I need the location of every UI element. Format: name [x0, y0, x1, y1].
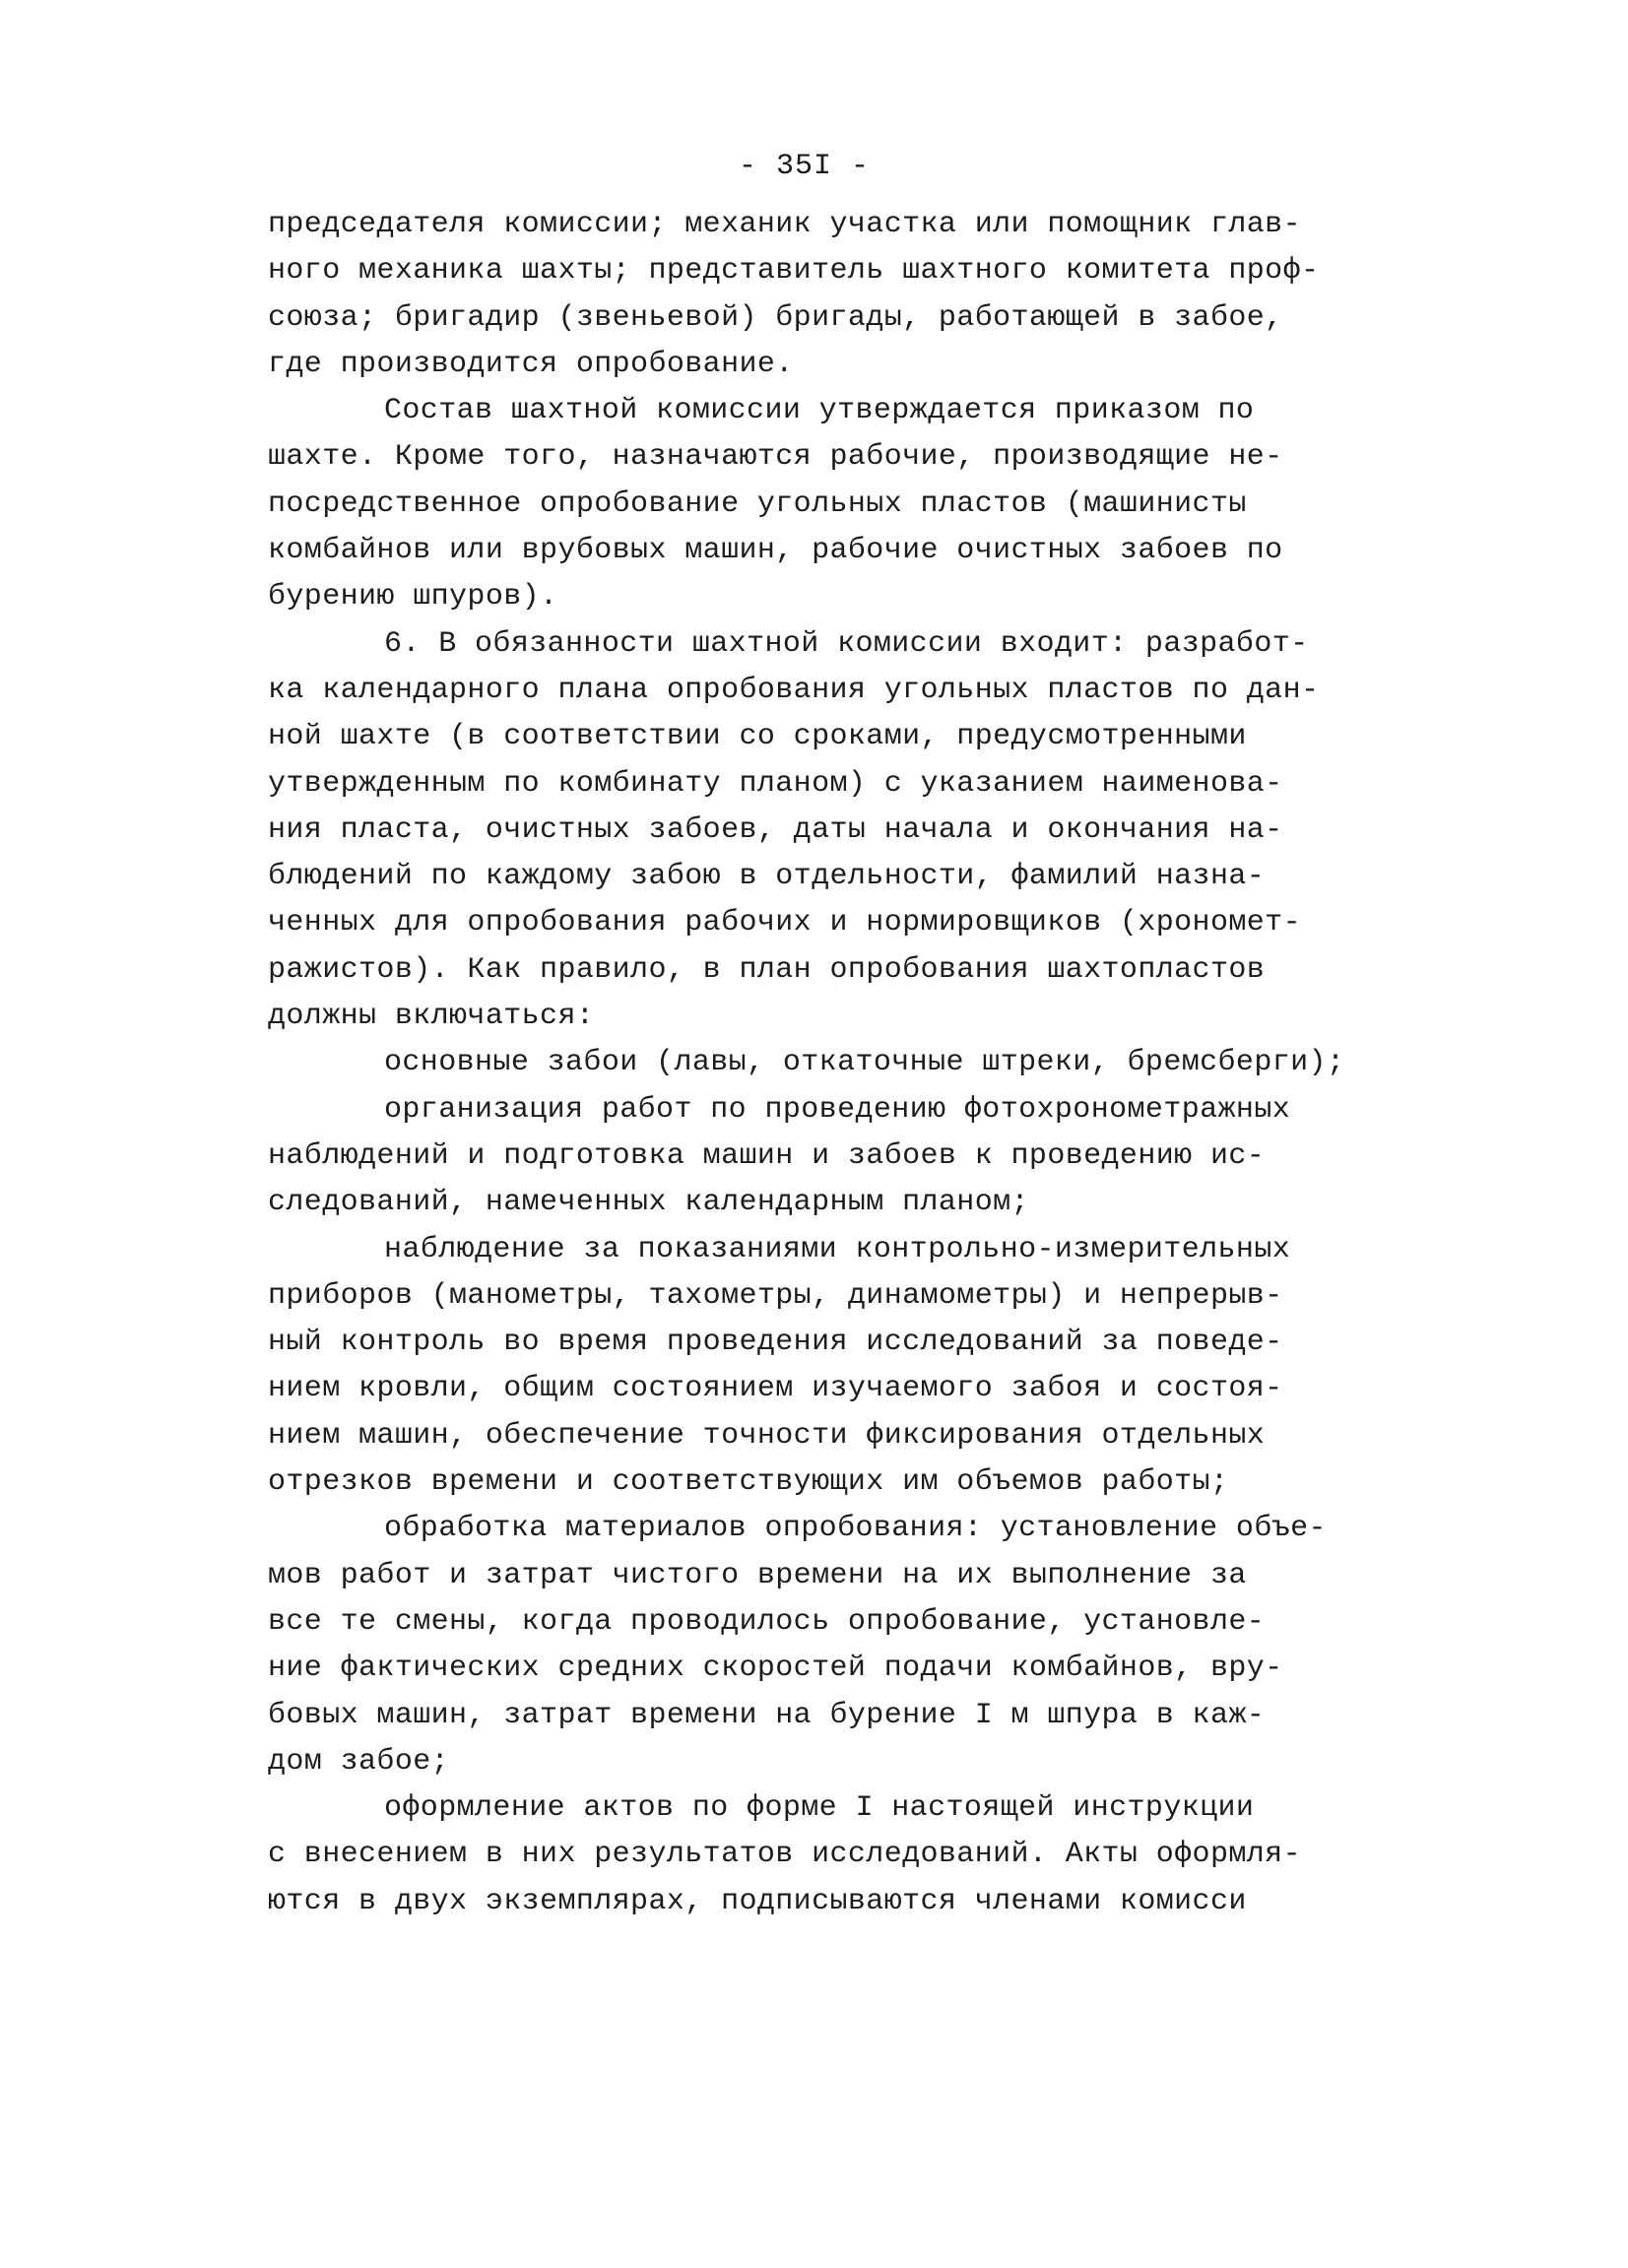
body-text: [268, 202, 1371, 1925]
text-line: ный контроль во время проведения исследований за поведе-: [268, 1326, 1283, 1360]
text-line: Состав шахтной комиссии утверждается приказом по: [384, 394, 1255, 428]
text-line: ние фактических средних скоростей подачи комбайнов, вру-: [268, 1652, 1283, 1686]
text-line: следований, намеченных календарным планом;: [268, 1186, 1029, 1220]
text-line: комбайнов или врубовых машин, рабочие очистных забоев по: [268, 534, 1283, 568]
text-line: организация работ по проведению фотохронометражных: [384, 1092, 1291, 1127]
text-line: оформление актов по форме I настоящей инструкции: [384, 1791, 1255, 1826]
text-line: ния пласта, очистных забоев, даты начала и окончания на-: [268, 812, 1283, 847]
text-line: ка календарного плана опробования угольных пластов по дан-: [268, 673, 1320, 707]
text-line: дом забое;: [268, 1744, 450, 1779]
text-line: блюдений по каждому забою в отдельности, фамилий назна-: [268, 860, 1266, 894]
text-line: приборов (манометры, тахометры, динамометры) и непрерыв-: [268, 1278, 1283, 1313]
text-line: наблюдение за показаниями контрольно-измерительных: [384, 1232, 1291, 1266]
text-line: посредственное опробование угольных пластов (машинисты: [268, 486, 1247, 521]
text-line: основные забои (лавы, откаточные штреки, бремсберги);: [384, 1046, 1345, 1080]
text-line: нием кровли, общим состоянием изучаемого забоя и состоя-: [268, 1372, 1283, 1406]
text-line: где производится опробование.: [268, 347, 794, 381]
text-line: союза; бригадир (звеньевой) бригады, работающей в забое,: [268, 300, 1283, 335]
text-line: ражистов). Как правило, в план опробования шахтопластов: [268, 952, 1266, 987]
text-line: с внесением в них результатов исследований. Акты оформля-: [268, 1838, 1301, 1872]
page-number: - 35I -: [739, 150, 871, 183]
text-line: мов работ и затрат чистого времени на их выполнение за: [268, 1558, 1247, 1592]
text-line: утвержденным по комбинату планом) с указанием наименова-: [268, 766, 1283, 801]
text-line: председателя комиссии; механик участка или помощник глав-: [268, 208, 1301, 241]
text-line: бовых машин, затрат времени на бурение I м шпура в каж-: [268, 1698, 1266, 1732]
text-line: 6. В обязанности шахтной комиссии входит: разработ-: [384, 626, 1309, 661]
text-line: бурению шпуров).: [268, 580, 558, 615]
text-line: ются в двух экземплярах, подписываются членами комисси: [268, 1884, 1247, 1918]
text-line: ной шахте (в соответствии со сроками, предусмотренными: [268, 720, 1247, 754]
text-line: отрезков времени и соответствующих им объемов работы;: [268, 1465, 1229, 1500]
text-line: нием машин, обеспечение точности фиксирования отдельных: [268, 1418, 1266, 1453]
text-line: ного механика шахты; представитель шахтного комитета проф-: [268, 254, 1320, 289]
text-line: ченных для опробования рабочих и нормировщиков (хрономет-: [268, 906, 1301, 940]
text-line: должны включаться:: [268, 1000, 595, 1034]
text-line: обработка материалов опробования: установление объе-: [384, 1512, 1327, 1546]
text-line: все те смены, когда проводилось опробование, установле-: [268, 1604, 1266, 1639]
text-line: наблюдений и подготовка машин и забоев к проведению ис-: [268, 1138, 1266, 1173]
text-line: шахте. Кроме того, назначаются рабочие, производящие не-: [268, 440, 1283, 475]
